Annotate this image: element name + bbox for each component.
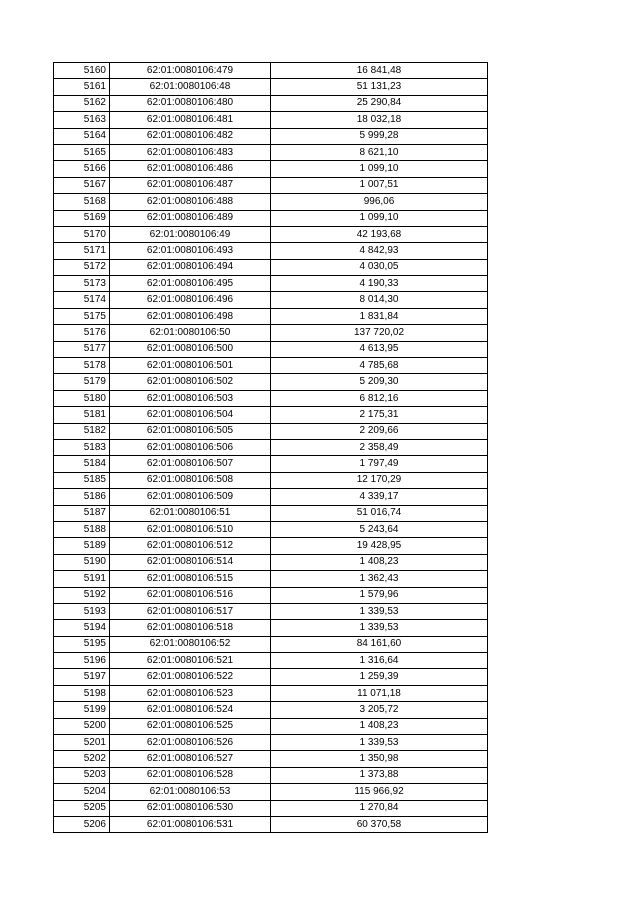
value-cell: 1 408,23: [271, 718, 488, 734]
row-number-cell: 5179: [54, 374, 110, 390]
value-cell: 1 831,84: [271, 308, 488, 324]
value-cell: 1 373,88: [271, 767, 488, 783]
table-row: [54, 571, 488, 587]
row-number-cell: 5193: [54, 603, 110, 619]
row-number-cell: 5192: [54, 587, 110, 603]
value-cell: 3 205,72: [271, 702, 488, 718]
cadastral-number-cell: 62:01:0080106:523: [110, 685, 271, 701]
cadastral-number-cell: 62:01:0080106:510: [110, 521, 271, 537]
row-number-cell: 5200: [54, 718, 110, 734]
table-body: [54, 63, 488, 833]
row-number-cell: 5190: [54, 554, 110, 570]
value-cell: 8 014,30: [271, 292, 488, 308]
cadastral-number-cell: 62:01:0080106:487: [110, 177, 271, 193]
table-row: [54, 407, 488, 423]
row-number-cell: 5197: [54, 669, 110, 685]
cadastral-number-cell: 62:01:0080106:496: [110, 292, 271, 308]
row-number-cell: 5194: [54, 620, 110, 636]
row-number-cell: 5182: [54, 423, 110, 439]
row-number-cell: 5189: [54, 538, 110, 554]
cadastral-number-cell: 62:01:0080106:482: [110, 128, 271, 144]
row-number-cell: 5201: [54, 735, 110, 751]
cadastral-number-cell: 62:01:0080106:49: [110, 226, 271, 242]
row-number-cell: 5205: [54, 800, 110, 816]
row-number-cell: 5174: [54, 292, 110, 308]
table-row: [54, 653, 488, 669]
row-number-cell: 5177: [54, 341, 110, 357]
cadastral-number-cell: 62:01:0080106:514: [110, 554, 271, 570]
cadastral-number-cell: 62:01:0080106:500: [110, 341, 271, 357]
value-cell: 2 358,49: [271, 439, 488, 455]
value-cell: 5 243,64: [271, 521, 488, 537]
row-number-cell: 5202: [54, 751, 110, 767]
table-row: [54, 767, 488, 783]
table-row: [54, 374, 488, 390]
row-number-cell: 5161: [54, 79, 110, 95]
row-number-cell: 5195: [54, 636, 110, 652]
row-number-cell: 5165: [54, 144, 110, 160]
value-cell: 5 999,28: [271, 128, 488, 144]
cadastral-number-cell: 62:01:0080106:515: [110, 571, 271, 587]
row-number-cell: 5184: [54, 456, 110, 472]
row-number-cell: 5168: [54, 194, 110, 210]
cadastral-number-cell: 62:01:0080106:528: [110, 767, 271, 783]
table-row: [54, 489, 488, 505]
value-cell: 115 966,92: [271, 784, 488, 800]
value-cell: 11 071,18: [271, 685, 488, 701]
row-number-cell: 5204: [54, 784, 110, 800]
cadastral-number-cell: 62:01:0080106:481: [110, 112, 271, 128]
row-number-cell: 5164: [54, 128, 110, 144]
value-cell: 137 720,02: [271, 325, 488, 341]
table-row: [54, 587, 488, 603]
table-row: [54, 554, 488, 570]
table-row: [54, 161, 488, 177]
cadastral-number-cell: 62:01:0080106:521: [110, 653, 271, 669]
row-number-cell: 5199: [54, 702, 110, 718]
row-number-cell: 5186: [54, 489, 110, 505]
table-row: [54, 390, 488, 406]
table-row: [54, 636, 488, 652]
table-row: [54, 128, 488, 144]
row-number-cell: 5196: [54, 653, 110, 669]
row-number-cell: 5180: [54, 390, 110, 406]
cadastral-number-cell: 62:01:0080106:493: [110, 243, 271, 259]
table-row: [54, 112, 488, 128]
row-number-cell: 5173: [54, 276, 110, 292]
row-number-cell: 5166: [54, 161, 110, 177]
value-cell: 1 099,10: [271, 210, 488, 226]
value-cell: 1 579,96: [271, 587, 488, 603]
table-row: [54, 259, 488, 275]
table-row: [54, 538, 488, 554]
cadastral-number-cell: 62:01:0080106:524: [110, 702, 271, 718]
table-row: [54, 702, 488, 718]
row-number-cell: 5206: [54, 816, 110, 832]
row-number-cell: 5175: [54, 308, 110, 324]
table-row: [54, 423, 488, 439]
row-number-cell: 5163: [54, 112, 110, 128]
value-cell: 4 190,33: [271, 276, 488, 292]
table-row: [54, 603, 488, 619]
table-row: [54, 800, 488, 816]
table-row: [54, 210, 488, 226]
value-cell: 1 362,43: [271, 571, 488, 587]
row-number-cell: 5187: [54, 505, 110, 521]
value-cell: 1 099,10: [271, 161, 488, 177]
value-cell: 1 339,53: [271, 620, 488, 636]
table-row: [54, 456, 488, 472]
value-cell: 4 030,05: [271, 259, 488, 275]
cadastral-number-cell: 62:01:0080106:526: [110, 735, 271, 751]
value-cell: 2 209,66: [271, 423, 488, 439]
table-row: [54, 784, 488, 800]
table-row: [54, 144, 488, 160]
row-number-cell: 5176: [54, 325, 110, 341]
table-row: [54, 177, 488, 193]
cadastral-number-cell: 62:01:0080106:480: [110, 95, 271, 111]
cadastral-number-cell: 62:01:0080106:512: [110, 538, 271, 554]
cadastral-number-cell: 62:01:0080106:503: [110, 390, 271, 406]
cadastral-number-cell: 62:01:0080106:516: [110, 587, 271, 603]
value-cell: 1 339,53: [271, 735, 488, 751]
cadastral-number-cell: 62:01:0080106:52: [110, 636, 271, 652]
cadastral-number-cell: 62:01:0080106:51: [110, 505, 271, 521]
row-number-cell: 5170: [54, 226, 110, 242]
table-row: [54, 308, 488, 324]
cadastral-number-cell: 62:01:0080106:506: [110, 439, 271, 455]
cadastral-number-cell: 62:01:0080106:504: [110, 407, 271, 423]
value-cell: 4 842,93: [271, 243, 488, 259]
cadastral-number-cell: 62:01:0080106:48: [110, 79, 271, 95]
value-cell: 25 290,84: [271, 95, 488, 111]
row-number-cell: 5181: [54, 407, 110, 423]
value-cell: 12 170,29: [271, 472, 488, 488]
table-row: [54, 79, 488, 95]
value-cell: 60 370,58: [271, 816, 488, 832]
value-cell: 16 841,48: [271, 63, 488, 79]
table-row: [54, 505, 488, 521]
table-row: [54, 341, 488, 357]
row-number-cell: 5169: [54, 210, 110, 226]
row-number-cell: 5162: [54, 95, 110, 111]
value-cell: 1 007,51: [271, 177, 488, 193]
row-number-cell: 5185: [54, 472, 110, 488]
cadastral-number-cell: 62:01:0080106:531: [110, 816, 271, 832]
cadastral-number-cell: 62:01:0080106:495: [110, 276, 271, 292]
row-number-cell: 5183: [54, 439, 110, 455]
value-cell: 1 316,64: [271, 653, 488, 669]
row-number-cell: 5198: [54, 685, 110, 701]
cadastral-number-cell: 62:01:0080106:517: [110, 603, 271, 619]
table-row: [54, 718, 488, 734]
table-row: [54, 439, 488, 455]
value-cell: 1 259,39: [271, 669, 488, 685]
value-cell: 18 032,18: [271, 112, 488, 128]
cadastral-number-cell: 62:01:0080106:507: [110, 456, 271, 472]
value-cell: 51 016,74: [271, 505, 488, 521]
value-cell: 1 339,53: [271, 603, 488, 619]
cadastral-number-cell: 62:01:0080106:498: [110, 308, 271, 324]
table-row: [54, 276, 488, 292]
cadastral-number-cell: 62:01:0080106:488: [110, 194, 271, 210]
value-cell: 5 209,30: [271, 374, 488, 390]
value-cell: 84 161,60: [271, 636, 488, 652]
cadastral-number-cell: 62:01:0080106:505: [110, 423, 271, 439]
table-row: [54, 472, 488, 488]
row-number-cell: 5167: [54, 177, 110, 193]
cadastral-number-cell: 62:01:0080106:486: [110, 161, 271, 177]
row-number-cell: 5191: [54, 571, 110, 587]
table-row: [54, 325, 488, 341]
value-cell: 8 621,10: [271, 144, 488, 160]
table-row: [54, 521, 488, 537]
value-cell: 4 339,17: [271, 489, 488, 505]
table-row: [54, 620, 488, 636]
value-cell: 6 812,16: [271, 390, 488, 406]
table-row: [54, 735, 488, 751]
value-cell: 996,06: [271, 194, 488, 210]
table-row: [54, 63, 488, 79]
table-row: [54, 685, 488, 701]
table-row: [54, 292, 488, 308]
value-cell: 1 408,23: [271, 554, 488, 570]
table-row: [54, 226, 488, 242]
cadastral-number-cell: 62:01:0080106:525: [110, 718, 271, 734]
cadastral-number-cell: 62:01:0080106:50: [110, 325, 271, 341]
table-row: [54, 751, 488, 767]
value-cell: 2 175,31: [271, 407, 488, 423]
value-cell: 42 193,68: [271, 226, 488, 242]
cadastral-number-cell: 62:01:0080106:501: [110, 358, 271, 374]
cadastral-number-cell: 62:01:0080106:530: [110, 800, 271, 816]
value-cell: 51 131,23: [271, 79, 488, 95]
cadastral-number-cell: 62:01:0080106:527: [110, 751, 271, 767]
cadastral-number-cell: 62:01:0080106:522: [110, 669, 271, 685]
cadastral-number-cell: 62:01:0080106:518: [110, 620, 271, 636]
row-number-cell: 5203: [54, 767, 110, 783]
table-row: [54, 243, 488, 259]
cadastral-number-cell: 62:01:0080106:494: [110, 259, 271, 275]
cadastral-number-cell: 62:01:0080106:502: [110, 374, 271, 390]
row-number-cell: 5172: [54, 259, 110, 275]
cadastral-value-table: [53, 62, 488, 833]
row-number-cell: 5178: [54, 358, 110, 374]
cadastral-number-cell: 62:01:0080106:479: [110, 63, 271, 79]
value-cell: 1 270,84: [271, 800, 488, 816]
row-number-cell: 5188: [54, 521, 110, 537]
row-number-cell: 5171: [54, 243, 110, 259]
cadastral-number-cell: 62:01:0080106:509: [110, 489, 271, 505]
value-cell: 1 350,98: [271, 751, 488, 767]
value-cell: 19 428,95: [271, 538, 488, 554]
table-row: [54, 95, 488, 111]
table-row: [54, 194, 488, 210]
cadastral-number-cell: 62:01:0080106:508: [110, 472, 271, 488]
table-row: [54, 669, 488, 685]
value-cell: 1 797,49: [271, 456, 488, 472]
table-row: [54, 358, 488, 374]
table-row: [54, 816, 488, 832]
cadastral-number-cell: 62:01:0080106:489: [110, 210, 271, 226]
value-cell: 4 613,95: [271, 341, 488, 357]
cadastral-number-cell: 62:01:0080106:483: [110, 144, 271, 160]
cadastral-number-cell: 62:01:0080106:53: [110, 784, 271, 800]
row-number-cell: 5160: [54, 63, 110, 79]
value-cell: 4 785,68: [271, 358, 488, 374]
